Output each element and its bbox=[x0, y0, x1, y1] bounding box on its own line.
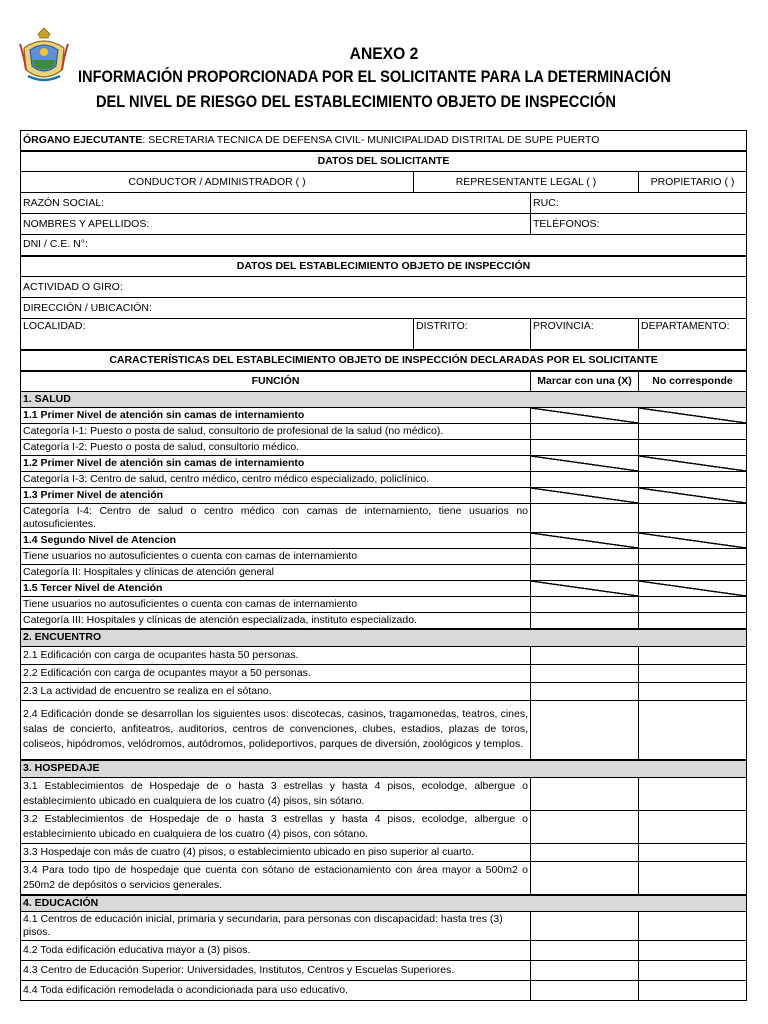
no-corresponde-cell[interactable] bbox=[639, 664, 747, 682]
marcar-cell-disabled bbox=[531, 408, 639, 424]
telefonos-field[interactable]: TELÉFONOS: bbox=[531, 214, 747, 235]
hospedaje-item-3-3: 3.3 Hospedaje con más de cuatro (4) pisos, o establecimiento ubicado en piso superior al cuarto. bbox=[21, 843, 531, 861]
marcar-cell[interactable] bbox=[531, 941, 639, 961]
salud-item-iii: Categoría III: Hospitales y clínicas de atención especializada, instituto especializado. bbox=[21, 613, 531, 630]
no-corresponde-cell[interactable] bbox=[639, 941, 747, 961]
marcar-cell[interactable] bbox=[531, 646, 639, 664]
provincia-field[interactable]: PROVINCIA: bbox=[531, 319, 639, 350]
marcar-cell[interactable] bbox=[531, 682, 639, 700]
no-corresponde-cell[interactable] bbox=[639, 504, 747, 533]
col-funcion-header: FUNCIÓN bbox=[21, 371, 531, 392]
educacion-item-4-3: 4.3 Centro de Educación Superior: Universidades, Institutos, Centros y Escuelas Superiores. bbox=[21, 961, 531, 981]
no-corresponde-cell[interactable] bbox=[639, 440, 747, 456]
section-datos-solicitante: DATOS DEL SOLICITANTE bbox=[21, 151, 747, 172]
col-marcar-header: Marcar con una (X) bbox=[531, 371, 639, 392]
nombres-field[interactable]: NOMBRES Y APELLIDOS: bbox=[21, 214, 531, 235]
no-corresponde-cell[interactable] bbox=[639, 810, 747, 843]
marcar-cell[interactable] bbox=[531, 549, 639, 565]
no-corresponde-cell[interactable] bbox=[639, 565, 747, 581]
no-corresponde-cell[interactable] bbox=[639, 597, 747, 613]
hospedaje-item-3-2: 3.2 Establecimientos de Hospedaje de o hasta 3 estrellas y hasta 4 pisos, ecolodge, albergue o establecimiento ubicado en cualquiera de los cuatro (4) pisos, con sótano. bbox=[21, 810, 531, 843]
hospedaje-item-3-4: 3.4 Para todo tipo de hospedaje que cuenta con sótano de estacionamiento con área mayor a 500m2 o 250m2 de depósitos o servicios generales. bbox=[21, 861, 531, 895]
marcar-cell[interactable] bbox=[531, 843, 639, 861]
actividad-field[interactable]: ACTIVIDAD O GIRO: bbox=[21, 277, 747, 298]
no-corresponde-cell[interactable] bbox=[639, 700, 747, 760]
encuentro-item-2-4: 2.4 Edificación donde se desarrollan los siguientes usos: discotecas, casinos, tragamonedas, teatros, cines, salas de concierto, anfiteatros, auditorios, centros de convenciones, clubes, estadios, plazas de toros, coliseos, hipódromos, velódromos, autódromos, polideportivos, parques de diversión, zoológicos y templos. bbox=[21, 700, 531, 760]
distrito-field[interactable]: DISTRITO: bbox=[414, 319, 531, 350]
marcar-cell[interactable] bbox=[531, 664, 639, 682]
no-corresponde-cell[interactable] bbox=[639, 861, 747, 895]
no-corresponde-cell[interactable] bbox=[639, 549, 747, 565]
encuentro-item-2-2: 2.2 Edificación con carga de ocupantes mayor a 50 personas. bbox=[21, 664, 531, 682]
educacion-item-4-1: 4.1 Centros de educación inicial, primaria y secundaria, para personas con discapacidad: hasta tres (3) pisos. bbox=[21, 912, 531, 941]
no-corresponde-cell[interactable] bbox=[639, 472, 747, 488]
hospedaje-item-3-1: 3.1 Establecimientos de Hospedaje de o hasta 3 estrellas y hasta 4 pisos, ecolodge, albergue o establecimiento ubicado en cualquiera de los cuatro (4) pisos, sin sótano. bbox=[21, 777, 531, 810]
educacion-item-4-4: 4.4 Toda edificación remodelada o acondicionada para uso educativo. bbox=[21, 981, 531, 1001]
marcar-cell[interactable] bbox=[531, 613, 639, 630]
educacion-item-4-2: 4.2 Toda edificación educativa mayor a (3) pisos. bbox=[21, 941, 531, 961]
doc-title-line2: DEL NIVEL DE RIESGO DEL ESTABLECIMIENTO OBJETO DE INSPECCIÓN bbox=[96, 92, 616, 111]
dni-field[interactable]: DNI / C.E. N°: bbox=[21, 235, 747, 256]
marcar-cell[interactable] bbox=[531, 700, 639, 760]
no-corresponde-cell[interactable] bbox=[639, 961, 747, 981]
no-corresponde-cell-disabled bbox=[639, 533, 747, 549]
marcar-cell[interactable] bbox=[531, 440, 639, 456]
no-corresponde-cell-disabled bbox=[639, 488, 747, 504]
section-caracteristicas: CARACTERÍSTICAS DEL ESTABLECIMIENTO OBJETO DE INSPECCIÓN DECLARADAS POR EL SOLICITANTE bbox=[21, 350, 747, 371]
direccion-field[interactable]: DIRECCIÓN / UBICACIÓN: bbox=[21, 298, 747, 319]
section-salud: 1. SALUD bbox=[21, 392, 747, 408]
section-educacion: 4. EDUCACIÓN bbox=[21, 895, 747, 912]
salud-subsection-1-2: 1.2 Primer Nivel de atención sin camas de internamiento bbox=[21, 456, 531, 472]
role-conductor-checkbox[interactable]: CONDUCTOR / ADMINISTRADOR ( ) bbox=[21, 172, 414, 193]
salud-item-i1: Categoría I-1: Puesto o posta de salud, consultorio de profesional de la salud (no médico). bbox=[21, 424, 531, 440]
encuentro-item-2-1: 2.1 Edificación con carga de ocupantes hasta 50 personas. bbox=[21, 646, 531, 664]
salud-item-ii: Categoría II: Hospitales y clínicas de atención general bbox=[21, 565, 531, 581]
col-no-corresponde-header: No corresponde bbox=[639, 371, 747, 392]
no-corresponde-cell[interactable] bbox=[639, 646, 747, 664]
salud-item-i4: Categoría I-4: Centro de salud o centro médico con camas de internamiento, tiene usuarios no autosuficientes. bbox=[21, 504, 531, 533]
marcar-cell[interactable] bbox=[531, 961, 639, 981]
marcar-cell[interactable] bbox=[531, 565, 639, 581]
no-corresponde-cell[interactable] bbox=[639, 424, 747, 440]
salud-item-ii-usuarios: Tiene usuarios no autosuficientes o cuenta con camas de internamiento bbox=[21, 549, 531, 565]
marcar-cell[interactable] bbox=[531, 861, 639, 895]
departamento-field[interactable]: DEPARTAMENTO: bbox=[639, 319, 747, 350]
annex-title: ANEXO 2 bbox=[349, 44, 419, 63]
organo-label: ÓRGANO EJECUTANTE bbox=[23, 133, 143, 146]
ruc-field[interactable]: RUC: bbox=[531, 193, 747, 214]
salud-subsection-1-5: 1.5 Tercer Nivel de Atención bbox=[21, 581, 531, 597]
no-corresponde-cell[interactable] bbox=[639, 981, 747, 1001]
encuentro-item-2-3: 2.3 La actividad de encuentro se realiza en el sótano. bbox=[21, 682, 531, 700]
marcar-cell[interactable] bbox=[531, 810, 639, 843]
marcar-cell-disabled bbox=[531, 581, 639, 597]
no-corresponde-cell-disabled bbox=[639, 408, 747, 424]
no-corresponde-cell-disabled bbox=[639, 456, 747, 472]
organo-value: : SECRETARIA TECNICA DE DEFENSA CIVIL- MUNICIPALIDAD DISTRITAL DE SUPE PUERTO bbox=[142, 133, 600, 146]
salud-subsection-1-4: 1.4 Segundo Nivel de Atencion bbox=[21, 533, 531, 549]
no-corresponde-cell[interactable] bbox=[639, 613, 747, 630]
marcar-cell[interactable] bbox=[531, 504, 639, 533]
marcar-cell[interactable] bbox=[531, 424, 639, 440]
marcar-cell-disabled bbox=[531, 456, 639, 472]
marcar-cell[interactable] bbox=[531, 597, 639, 613]
razon-social-field[interactable]: RAZÓN SOCIAL: bbox=[21, 193, 531, 214]
section-datos-establecimiento: DATOS DEL ESTABLECIMIENTO OBJETO DE INSPECCIÓN bbox=[21, 256, 747, 277]
marcar-cell[interactable] bbox=[531, 777, 639, 810]
marcar-cell[interactable] bbox=[531, 981, 639, 1001]
no-corresponde-cell[interactable] bbox=[639, 912, 747, 941]
marcar-cell[interactable] bbox=[531, 472, 639, 488]
no-corresponde-cell-disabled bbox=[639, 581, 747, 597]
marcar-cell-disabled bbox=[531, 533, 639, 549]
marcar-cell[interactable] bbox=[531, 912, 639, 941]
salud-item-iii-usuarios: Tiene usuarios no autosuficientes o cuenta con camas de internamiento bbox=[21, 597, 531, 613]
section-hospedaje: 3. HOSPEDAJE bbox=[21, 760, 747, 777]
doc-title-line1: INFORMACIÓN PROPORCIONADA POR EL SOLICITANTE PARA LA DETERMINACIÓN bbox=[78, 67, 671, 86]
no-corresponde-cell[interactable] bbox=[639, 777, 747, 810]
inspection-form bbox=[20, 130, 747, 1001]
no-corresponde-cell[interactable] bbox=[639, 682, 747, 700]
organo-ejecutante-row bbox=[21, 131, 747, 151]
salud-item-i2: Categoría I-2: Puesto o posta de salud, consultorio médico. bbox=[21, 440, 531, 456]
localidad-field[interactable]: LOCALIDAD: bbox=[21, 319, 414, 350]
salud-item-i3: Categoría I-3: Centro de salud, centro médico, centro médico especializado, policlínico. bbox=[21, 472, 531, 488]
role-propietario-checkbox[interactable]: PROPIETARIO ( ) bbox=[639, 172, 747, 193]
salud-subsection-1-3: 1.3 Primer Nivel de atención bbox=[21, 488, 531, 504]
section-encuentro: 2. ENCUENTRO bbox=[21, 629, 747, 646]
marcar-cell-disabled bbox=[531, 488, 639, 504]
salud-subsection-1-1: 1.1 Primer Nivel de atención sin camas de internamiento bbox=[21, 408, 531, 424]
role-representante-checkbox[interactable]: REPRESENTANTE LEGAL ( ) bbox=[414, 172, 639, 193]
no-corresponde-cell[interactable] bbox=[639, 843, 747, 861]
